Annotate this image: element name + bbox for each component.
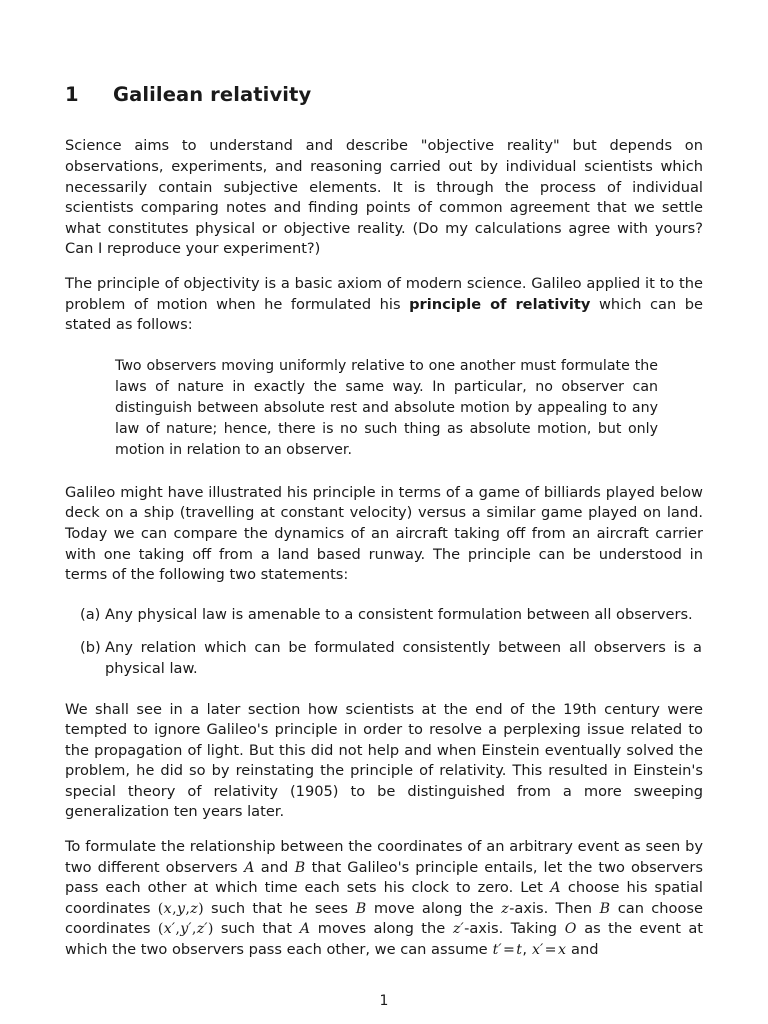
math-var-A: A [299,921,310,938]
blockquote-text: Two observers moving uniformly relative to one another must formulate the laws of nature in exactly the same way. In particular, no observer can distinguish between absolute rest and absolute motion by appealing to any law of nature; hence, there is no such thing as absolute motion, but only motion in relation to an observer. [115,357,658,458]
text-fragment: To formulate the relationship between the coordinates of an arbitrary event as seen by two different observers [65,838,703,876]
math-var-O: O [564,921,577,938]
math-var-y: y [176,900,185,917]
text-fragment: move along the [366,899,501,917]
section-number: 1 [65,83,79,106]
math-var-z-prime: z′ [196,921,208,938]
math-var-z: z [501,900,509,917]
math-paren-close: ) [207,921,214,938]
section-title: Galilean relativity [113,83,312,106]
text-fragment: -axis. Taking [464,920,565,938]
text-fragment: such that he sees [203,899,356,917]
math-var-A: A [550,880,561,897]
text-fragment: -axis. Then [509,899,600,917]
page-number: 1 [379,993,389,1009]
paragraph-principle-objectivity [65,274,703,336]
math-comma: , [175,921,180,938]
list-item [65,638,703,679]
text-fragment: and [254,858,295,876]
math-comma: , [191,921,197,938]
math-var-x-prime: x′ [163,921,175,938]
paragraph-text-after-bold: which can be stated as follows: [65,295,704,334]
paragraph-coordinates-formulation [65,837,703,961]
text-fragment: and [566,941,599,959]
math-var-t-prime: t′ [492,942,502,959]
paragraph-we-shall-see [65,700,703,824]
list-item-marker: (b) [80,639,101,657]
statements-list [65,605,703,680]
list-item-text: Any relation which can be formulated consistently between all observers is a physical law. [105,639,702,677]
text-fragment: such that [213,920,300,938]
math-var-B: B [599,900,611,917]
math-paren-open: ( [157,900,164,917]
text-fragment: as the event at which the two observers pass each other, we can assume [65,920,704,959]
math-operator-equals: = [544,942,557,959]
math-paren-close: ) [198,900,204,917]
list-item-marker: (a) [80,605,101,623]
text-fragment: can choose coordinates [65,899,703,938]
list-item-text: Any physical law is amenable to a consistent formulation between all observers. [105,605,693,623]
math-comma: , [172,900,177,917]
list-item [65,605,703,626]
math-var-z: z [190,900,198,917]
math-var-B: B [294,859,306,876]
math-paren-open: ( [157,921,164,938]
math-var-B: B [355,900,367,917]
paragraph-text: Science aims to understand and describe "objective reality" but depends on observations, experiments, and reasoning carried out by individual scientists which necessarily contain subjective elements. It is through the process of individual scientists comparing notes and finding points of common agreement that we settle what constitutes physical or objective reality. (Do my calculations agree with yours? Can I reproduce your experiment?) [65,137,703,258]
page-title [65,84,703,106]
page-number-footer [0,993,768,1009]
math-var-z-prime: z′ [452,921,464,938]
page-content [65,84,703,961]
math-var-y-prime: y′ [180,921,192,938]
text-fragment: , [522,941,532,959]
text-fragment: moves along the [310,920,453,938]
math-var-A: A [244,859,255,876]
math-var-t: t [516,942,522,959]
paragraph-billiards-example [65,483,703,586]
paragraph-text: Galileo might have illustrated his principle in terms of a game of billiards played below deck on a ship (travelling at constant velocity) versus a similar game played on land. Today we can compare the dynamics of an aircraft taking off from an aircraft carrier with one taking off from a land based runway. The principle can be understood in terms of the following two statements: [65,483,703,584]
math-var-x: x [163,900,172,917]
paragraph-science-aims [65,136,703,260]
blockquote-principle-statement [65,356,703,461]
math-operator-equals: = [503,942,515,959]
paragraph-text-before-bold: The principle of objectivity is a basic axiom of modern science. Galileo applied it to the problem of motion when he formulated his [65,274,703,313]
paragraph-text: We shall see in a later section how scientists at the end of the 19th century were tempted to ignore Galileo's principle in order to resolve a perplexing issue related to the propagation of light. But this did not help and when Einstein eventually solved the problem, he did so by reinstating the principle of relativity. This resulted in Einstein's special theory of relativity (1905) to be distinguished from a more sweeping generalization ten years later. [65,700,703,821]
emphasis-principle-of-relativity: principle of relativity [409,295,591,313]
text-fragment: that Galileo's principle entails, let the two observers pass each other at which time each sets his clock to zero. Let [65,858,703,897]
math-var-x-prime: x′ [532,942,544,959]
text-fragment: choose his spatial coordinates [65,879,703,917]
math-comma: , [185,900,190,917]
math-var-x: x [557,942,566,959]
